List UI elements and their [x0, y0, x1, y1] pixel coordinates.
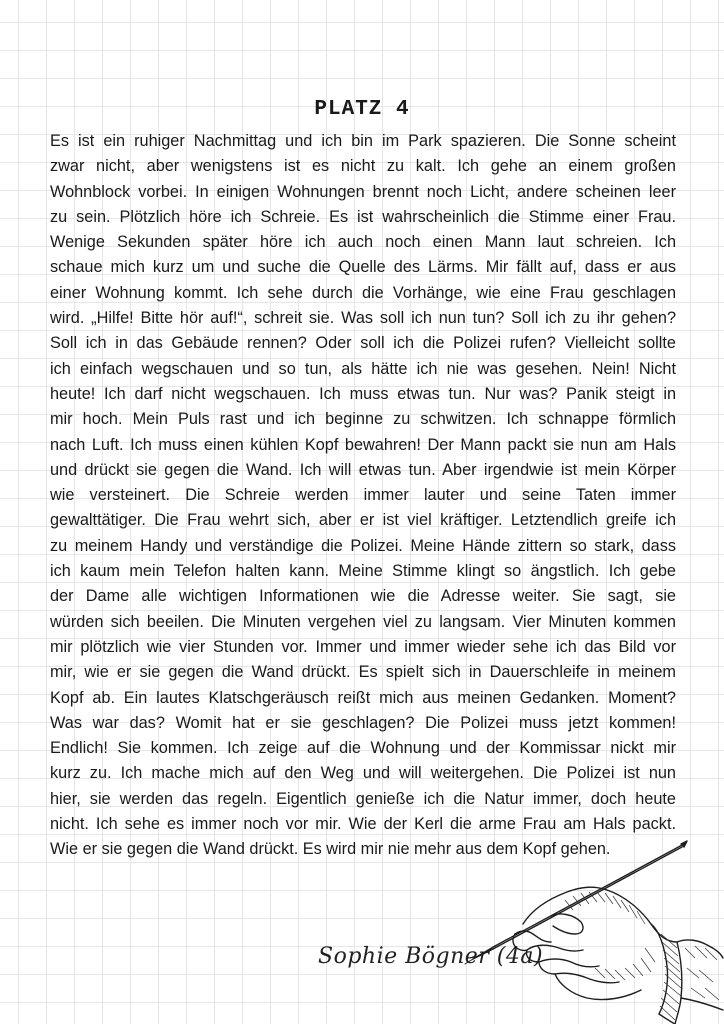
- story-line: zu sein. Plötzlich höre ich Schreie. Es ist wahrscheinlich die Stimme einer Frau.: [50, 207, 676, 226]
- story-line: Was war das? Womit hat er sie geschlagen? Die Polizei muss jetzt kommen!: [50, 713, 676, 732]
- story-line: Wohnblock vorbei. In einigen Wohnungen brennt noch Licht, andere scheinen leer: [50, 182, 676, 201]
- story-line: der Dame alle wichtigen Informationen wie die Adresse weiter. Sie sagt, sie: [50, 587, 676, 606]
- page-title: PLATZ 4: [314, 98, 410, 122]
- story-line: schaue mich kurz um und suche die Quelle des Lärms. Mir fällt auf, dass er aus: [50, 258, 676, 277]
- story-line: kurz zu. Ich mache mich auf den Weg und will weitergehen. Die Polizei ist nun: [50, 764, 676, 783]
- story-line: wird. „Hilfe! Bitte hör auf!“, schreit sie. Was soll ich nun tun? Soll ich zu ihr gehen?: [50, 309, 676, 328]
- story-line: würden sich beeilen. Die Minuten vergehen viel zu langsam. Vier Minuten kommen: [50, 612, 676, 631]
- story-line: zwar nicht, aber wenigstens ist es nicht zu kalt. Ich gehe an einem großen: [50, 157, 676, 176]
- story-line: wie versteinert. Die Schreie werden immer lauter und seine Taten immer: [50, 486, 676, 505]
- story-line: mir plötzlich wie vier Stunden vor. Immer und immer wieder sehe ich das Bild vor: [50, 637, 676, 656]
- story-line: Wie er sie gegen die Wand drückt. Es wird mir nie mehr aus dem Kopf gehen.: [50, 840, 611, 859]
- hand-holding-quill-icon: [455, 838, 724, 1024]
- story-line: mir, wie er sie gegen die Wand drückt. Es spielt sich in Dauerschleife in meinem: [50, 663, 676, 682]
- story-line: nach Luft. Ich muss einen kühlen Kopf bewahren! Der Mann packt sie nun am Hals: [50, 435, 676, 454]
- story-line: gewalttätiger. Die Frau wehrt sich, aber er ist viel kräftiger. Letztendlich greife ich: [50, 511, 676, 530]
- story-line: ich einfach wegschauen und so tun, als hätte ich nie was gesehen. Nein! Nicht: [50, 359, 676, 378]
- story-line: nicht. Ich sehe es immer noch vor mir. Wie der Kerl die arme Frau am Hals packt.: [50, 815, 676, 834]
- story-line: Es ist ein ruhiger Nachmittag und ich bin im Park spazieren. Die Sonne scheint: [50, 132, 676, 150]
- story-line: Wenige Sekunden später höre ich auch noch einen Mann laut schreien. Ich: [50, 233, 676, 252]
- story-text: [50, 129, 676, 863]
- story-line: ich kaum mein Telefon halten kann. Meine Stimme klingt so ängstlich. Ich gebe: [50, 562, 676, 581]
- story-line: heute! Ich darf nicht wegschauen. Ich muss etwas tun. Nur was? Panik steigt in: [50, 384, 676, 403]
- story-line: Endlich! Sie kommen. Ich zeige auf die Wohnung und der Kommissar nickt mir: [50, 739, 676, 758]
- story-line: und drückt sie gegen die Wand. Ich will etwas tun. Aber irgendwie ist mein Körper: [50, 460, 676, 479]
- story-line: hier, sie werden das regeln. Eigentlich genieße ich die Natur immer, doch heute: [50, 789, 676, 808]
- story-line: Soll ich in das Gebäude rennen? Oder soll ich die Polizei rufen? Vielleicht sollte: [50, 334, 676, 353]
- story-line: einer Wohnung kommt. Ich sehe durch die Vorhänge, wie eine Frau geschlagen: [50, 283, 676, 302]
- story-line: zu meinem Handy und verständige die Polizei. Meine Hände zittern so stark, dass: [50, 536, 676, 555]
- author-signature: Sophie Bögner (4a): [318, 944, 544, 969]
- story-line: Kopf ab. Ein lautes Klatschgeräusch reißt mich aus meinen Gedanken. Moment?: [50, 688, 676, 707]
- story-line: mir hoch. Mein Puls rast und ich beginne zu schwitzen. Ich schnappe förmlich: [50, 410, 676, 429]
